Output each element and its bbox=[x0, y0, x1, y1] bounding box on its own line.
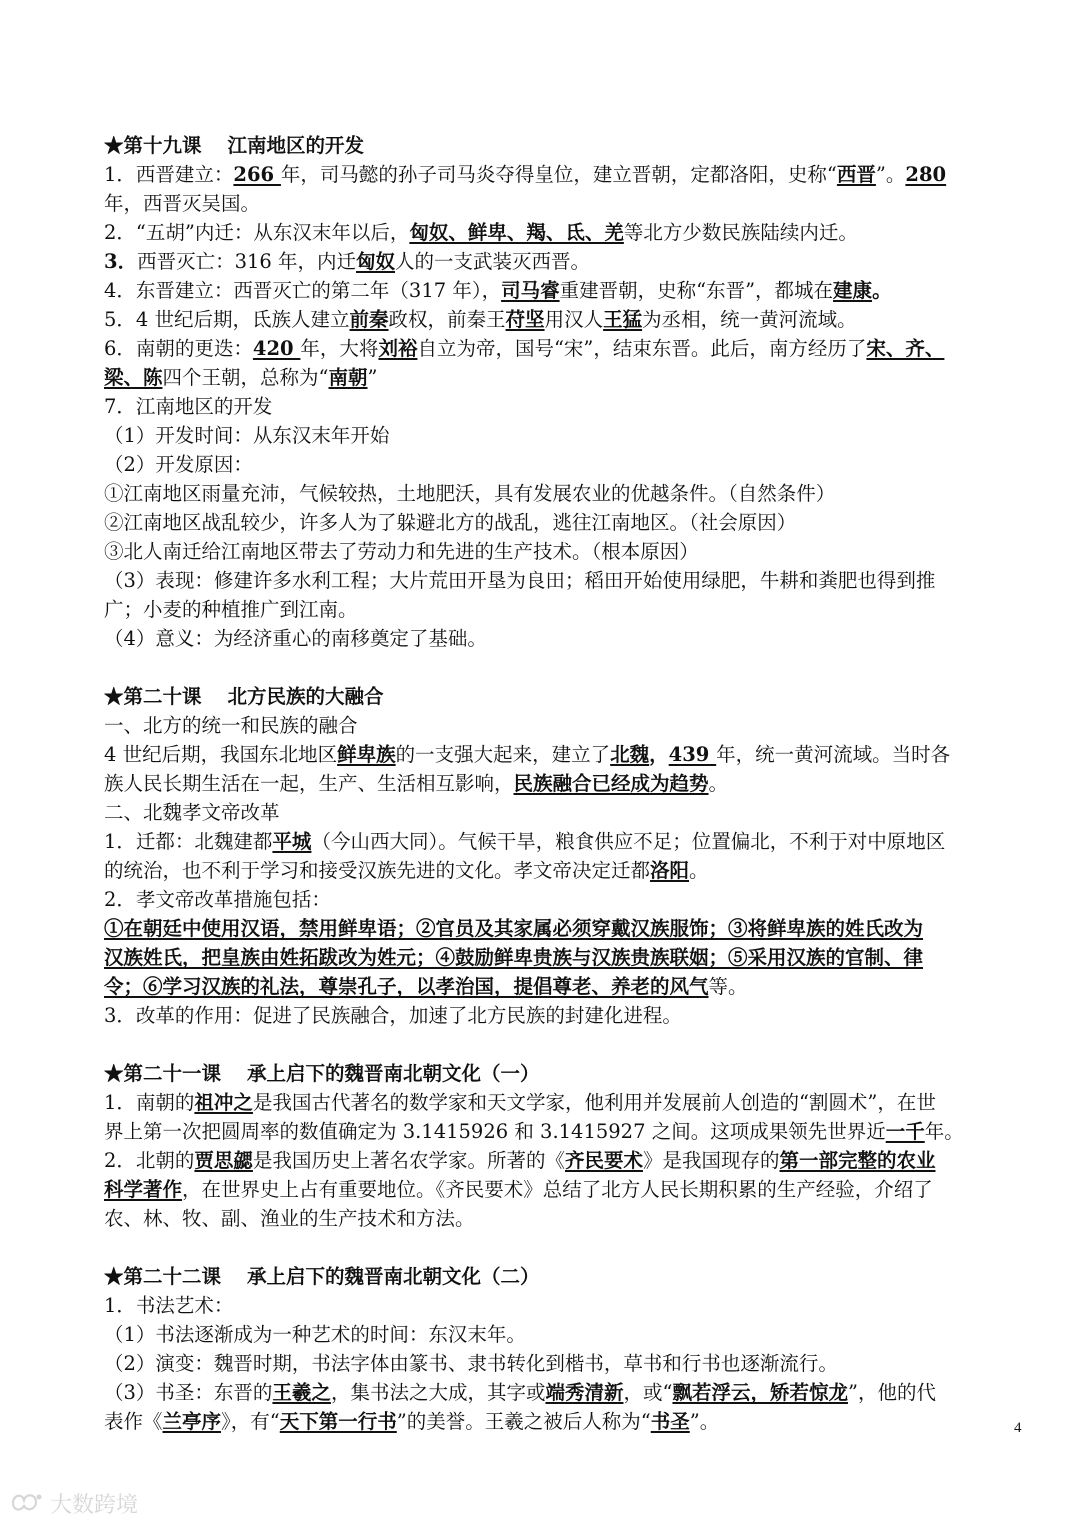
key-term: 西晋 bbox=[836, 163, 876, 186]
key-term: 飘若浮云，矫若惊龙 bbox=[672, 1381, 848, 1404]
text-segment: 是我国古代著名的数学家和天文学家，他利用并发展前人创造的“割圆术”，在世 bbox=[252, 1091, 936, 1114]
text-segment: 西晋灭亡：316 年，内迁 bbox=[137, 250, 356, 273]
key-term: 汉族姓氏，把皇族由姓拓跋改为姓元；④鼓励鲜卑贵族与汉族贵族联姻；⑤采用汉族的官制、律 bbox=[104, 946, 924, 969]
text-line bbox=[104, 276, 1034, 305]
text-segment: 四个王朝，总称为“ bbox=[162, 366, 329, 389]
text-line bbox=[104, 1378, 1034, 1407]
lesson-number: ★第二十一课 bbox=[104, 1062, 222, 1085]
text-line bbox=[104, 711, 1034, 740]
text-segment: 的统治，也不利于学习和接受汉族先进的文化。孝文帝决定迁都 bbox=[104, 859, 651, 882]
text-segment: 。 bbox=[708, 772, 729, 795]
lesson-22 bbox=[104, 1262, 1034, 1436]
text-segment: 2．北朝的 bbox=[104, 1149, 195, 1172]
text-segment: 》，有“ bbox=[221, 1410, 280, 1433]
text-segment: 3．改革的作用：促进了民族融合，加速了北方民族的封建化进程。 bbox=[104, 1004, 682, 1027]
lesson-number: ★第二十课 bbox=[104, 685, 202, 708]
text-segment: 政权，前秦王 bbox=[388, 308, 506, 331]
text-segment: 界上第一次把圆周率的数值确定为 3.1415926 和 3.1415927 之间。这项成果领先世界近 bbox=[104, 1120, 886, 1143]
watermark-logo-icon bbox=[10, 1491, 44, 1515]
lesson-heading bbox=[104, 682, 1034, 711]
text-line bbox=[104, 421, 1034, 450]
key-term: 令；⑥学习汉族的礼法，尊崇孔子，以孝治国，提倡尊老、养老的风气 bbox=[104, 975, 709, 998]
lesson-heading bbox=[104, 1059, 1034, 1088]
text-line bbox=[104, 914, 1034, 943]
text-segment: 自立为帝，国号“宋”，结束东晋。此后，南方经历了 bbox=[417, 337, 867, 360]
text-segment: 等。 bbox=[708, 975, 748, 998]
text-line bbox=[104, 740, 1034, 769]
key-term: 439 bbox=[668, 743, 717, 766]
key-term: 兰亭序 bbox=[162, 1410, 222, 1433]
lesson-heading bbox=[104, 1262, 1034, 1291]
text-segment: 是我国历史上著名农学家。所著的《 bbox=[252, 1149, 565, 1172]
key-term: 洛阳 bbox=[650, 859, 690, 882]
text-segment: 4 世纪后期，我国东北地区 bbox=[104, 743, 338, 766]
lesson-20 bbox=[104, 682, 1034, 1030]
text-segment: 1．书法艺术： bbox=[104, 1294, 234, 1317]
lesson-body bbox=[104, 711, 1034, 1030]
text-segment: （3）书圣：东晋的 bbox=[104, 1381, 273, 1404]
text-segment: （3）表现：修建许多水利工程；大片荒田开垦为良田；稻田开始使用绿肥，牛耕和粪肥也得到推 bbox=[104, 569, 936, 592]
text-segment: 。 bbox=[689, 859, 709, 882]
text-segment: （2）开发原因： bbox=[104, 453, 253, 476]
text-line bbox=[104, 1001, 1034, 1030]
lesson-topic: 承上启下的魏晋南北朝文化（一） bbox=[247, 1062, 540, 1085]
document-page bbox=[104, 131, 1034, 1436]
lesson-topic: 北方民族的大融合 bbox=[227, 685, 384, 708]
bold-text: 。 bbox=[872, 279, 892, 302]
text-line bbox=[104, 827, 1034, 856]
text-segment: 2．“五胡”内迁：从东汉末年以后， bbox=[104, 221, 410, 244]
text-segment: （1）书法逐渐成为一种艺术的时间：东汉末年。 bbox=[104, 1323, 526, 1346]
text-line bbox=[104, 1407, 1034, 1436]
text-segment: 7．江南地区的开发 bbox=[104, 395, 273, 418]
text-line bbox=[104, 943, 1034, 972]
text-segment: 的一支强大起来，建立了 bbox=[395, 743, 611, 766]
text-line bbox=[104, 566, 1034, 595]
text-segment: ”。 bbox=[689, 1410, 720, 1433]
watermark bbox=[10, 1488, 138, 1518]
text-segment: ”。 bbox=[875, 163, 906, 186]
bold-text: ， bbox=[649, 743, 669, 766]
text-line bbox=[104, 624, 1034, 653]
text-line bbox=[104, 450, 1034, 479]
text-segment: 农、林、牧、副、渔业的生产技术和方法。 bbox=[104, 1207, 475, 1230]
text-segment: ”的美誉。王羲之被后人称为“ bbox=[396, 1410, 651, 1433]
key-term: 祖冲之 bbox=[194, 1091, 253, 1114]
key-term: 端秀清新 bbox=[545, 1381, 624, 1404]
text-segment: ①江南地区雨量充沛，气候较热，土地肥沃，具有发展农业的优越条件。（自然条件） bbox=[104, 482, 836, 505]
text-line bbox=[104, 537, 1034, 566]
text-line bbox=[104, 769, 1034, 798]
lesson-body bbox=[104, 1291, 1034, 1436]
text-segment: 6．南朝的更迭： bbox=[104, 337, 253, 360]
text-segment: 4．东晋建立：西晋灭亡的第二年（317 年）， bbox=[104, 279, 502, 302]
text-line bbox=[104, 392, 1034, 421]
key-term: 齐民要术 bbox=[564, 1149, 643, 1172]
watermark-text: 大数跨境 bbox=[50, 1492, 139, 1518]
key-term: 第一部完整的农业 bbox=[779, 1149, 936, 1172]
lesson-body bbox=[104, 160, 1034, 653]
key-term: 鲜卑族 bbox=[337, 743, 396, 766]
key-term: 刘裕 bbox=[378, 337, 418, 360]
lesson-body bbox=[104, 1088, 1034, 1233]
lesson-19 bbox=[104, 131, 1034, 653]
key-term: 280 bbox=[905, 163, 947, 186]
text-segment: 一、北方的统一和民族的融合 bbox=[104, 714, 358, 737]
key-term: 科学著作 bbox=[104, 1178, 183, 1201]
key-term: 匈奴 bbox=[356, 250, 396, 273]
text-segment: 年。 bbox=[924, 1120, 964, 1143]
text-segment: （2）演变：魏晋时期，书法字体由篆书、隶书转化到楷书，草书和行书也逐渐流行。 bbox=[104, 1352, 838, 1375]
text-segment: 等北方少数民族陆续内迁。 bbox=[623, 221, 858, 244]
text-segment: 为丞相，统一黄河流域。 bbox=[642, 308, 857, 331]
text-segment: （1）开发时间：从东汉末年开始 bbox=[104, 424, 390, 447]
text-line bbox=[104, 1320, 1034, 1349]
page-number: 4 bbox=[1014, 1420, 1022, 1436]
text-line bbox=[104, 885, 1034, 914]
lesson-number: ★第二十二课 bbox=[104, 1265, 222, 1288]
lesson-topic: 承上启下的魏晋南北朝文化（二） bbox=[247, 1265, 540, 1288]
key-term: 王猛 bbox=[603, 308, 643, 331]
text-line bbox=[104, 856, 1034, 885]
key-term: 民族融合已经成为趋势 bbox=[513, 772, 709, 795]
lesson-21 bbox=[104, 1059, 1034, 1233]
text-line bbox=[104, 1349, 1034, 1378]
text-segment: 1．南朝的 bbox=[104, 1091, 195, 1114]
text-line bbox=[104, 1291, 1034, 1320]
text-segment: 用汉人 bbox=[544, 308, 604, 331]
text-segment: 年，司马懿的孙子司马炎夺得皇位，建立晋朝，定都洛阳，史称“ bbox=[280, 163, 837, 186]
key-term: 266 bbox=[233, 163, 281, 186]
lesson-topic: 江南地区的开发 bbox=[227, 134, 365, 157]
text-line bbox=[104, 1117, 1034, 1146]
text-segment: 》是我国现存的 bbox=[642, 1149, 780, 1172]
key-term: 平城 bbox=[272, 830, 312, 853]
text-line bbox=[104, 1146, 1034, 1175]
key-term: 梁、陈 bbox=[104, 366, 163, 389]
text-line bbox=[104, 972, 1034, 1001]
text-segment: ②江南地区战乱较少，许多人为了躲避北方的战乱，逃往江南地区。（社会原因） bbox=[104, 511, 797, 534]
text-line bbox=[104, 160, 1034, 189]
key-term: 南朝 bbox=[328, 366, 368, 389]
key-term: 天下第一行书 bbox=[279, 1410, 397, 1433]
key-term: 贾思勰 bbox=[194, 1149, 253, 1172]
text-line bbox=[104, 1204, 1034, 1233]
text-segment: ，集书法之大成，其字或 bbox=[330, 1381, 546, 1404]
text-line bbox=[104, 305, 1034, 334]
text-line bbox=[104, 479, 1034, 508]
key-term: 420 bbox=[252, 337, 301, 360]
key-term: 宋、齐、 bbox=[866, 337, 945, 360]
key-term: 书圣 bbox=[650, 1410, 690, 1433]
text-segment: 年，统一黄河流域。当时各 bbox=[716, 743, 951, 766]
key-term: 前秦 bbox=[349, 308, 389, 331]
text-line bbox=[104, 508, 1034, 537]
text-segment: 年，大将 bbox=[300, 337, 379, 360]
text-segment: ”，他的代 bbox=[847, 1381, 936, 1404]
key-term: 司马睿 bbox=[501, 279, 560, 302]
key-term: 匈奴、鲜卑、羯、氐、羌 bbox=[409, 221, 624, 244]
text-line bbox=[104, 363, 1034, 392]
text-segment: ，在世界史上占有重要地位。《齐民要术》总结了北方人民长期积累的生产经验，介绍了 bbox=[182, 1178, 933, 1201]
text-segment: 1．西晋建立： bbox=[104, 163, 234, 186]
text-segment: ” bbox=[367, 366, 378, 389]
text-segment: ，或“ bbox=[623, 1381, 673, 1404]
key-term: 建康 bbox=[833, 279, 873, 302]
key-term: 苻坚 bbox=[505, 308, 545, 331]
text-line bbox=[104, 595, 1034, 624]
key-term: 王羲之 bbox=[272, 1381, 331, 1404]
text-line bbox=[104, 218, 1034, 247]
text-line bbox=[104, 1088, 1034, 1117]
text-segment: 二、北魏孝文帝改革 bbox=[104, 801, 280, 824]
text-line bbox=[104, 798, 1034, 827]
lesson-heading bbox=[104, 131, 1034, 160]
key-term: 一千 bbox=[885, 1120, 925, 1143]
text-line bbox=[104, 247, 1034, 276]
text-segment: （今山西大同）。气候干旱，粮食供应不足；位置偏北，不利于对中原地区 bbox=[311, 830, 946, 853]
text-segment: ③北人南迁给江南地区带去了劳动力和先进的生产技术。（根本原因） bbox=[104, 540, 699, 563]
text-segment: 表作《 bbox=[104, 1410, 163, 1433]
text-segment: 5．4 世纪后期，氐族人建立 bbox=[104, 308, 350, 331]
text-segment: （4）意义：为经济重心的南移奠定了基础。 bbox=[104, 627, 487, 650]
key-term: 北魏 bbox=[610, 743, 650, 766]
lesson-number: ★第十九课 bbox=[104, 134, 202, 157]
text-segment: 1．迁都：北魏建都 bbox=[104, 830, 273, 853]
text-segment: 年，西晋灭吴国。 bbox=[104, 192, 261, 215]
text-segment: 人的一支武装灭西晋。 bbox=[395, 250, 591, 273]
text-segment: 广；小麦的种植推广到江南。 bbox=[104, 598, 358, 621]
text-line bbox=[104, 189, 1034, 218]
bold-text: 3． bbox=[104, 250, 138, 273]
text-segment: 2．孝文帝改革措施包括： bbox=[104, 888, 331, 911]
text-segment: 族人民长期生活在一起，生产、生活相互影响， bbox=[104, 772, 514, 795]
text-segment: 重建晋朝，史称“东晋”，都城在 bbox=[559, 279, 834, 302]
key-term: ①在朝廷中使用汉语，禁用鲜卑语；②官员及其家属必须穿戴汉族服饰；③将鲜卑族的姓氏改为 bbox=[104, 917, 924, 940]
text-line bbox=[104, 1175, 1034, 1204]
text-line bbox=[104, 334, 1034, 363]
